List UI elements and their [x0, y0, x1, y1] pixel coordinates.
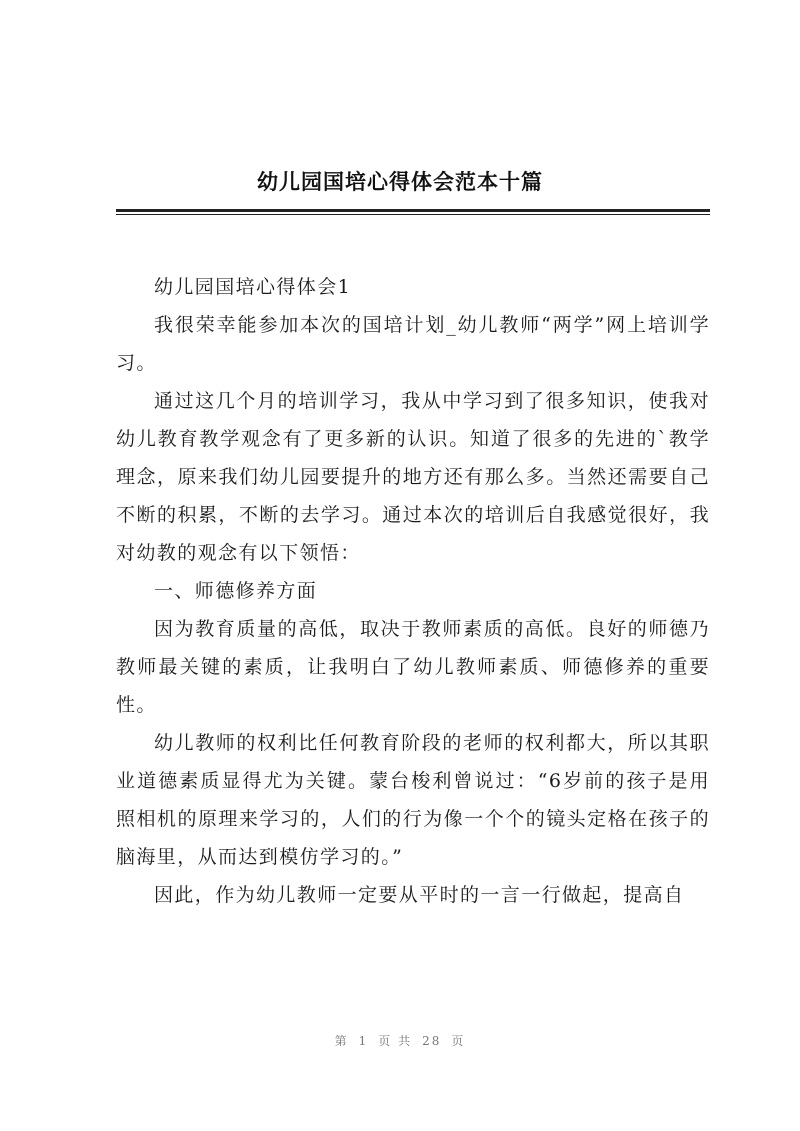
footer-middle: 页 共 — [378, 1034, 413, 1048]
title-rule-thin — [116, 214, 710, 215]
footer-page-number: 1 — [358, 1034, 369, 1048]
footer-suffix: 页 — [451, 1034, 466, 1048]
page-footer — [0, 1032, 800, 1049]
document-body — [116, 268, 710, 914]
paragraph: 通过这几个月的培训学习，我从中学习到了很多知识，使我对幼儿教育教学观念有了更多新的认识。知道了很多的先进的`教学理念，原来我们幼儿园要提升的地方还有那么多。当然还需要自己不断的积累，不断的去学习。通过本次的培训后自我感觉很好，我对幼教的观念有以下领悟： — [116, 390, 710, 564]
section-heading: 幼儿园国培心得体会1 — [154, 276, 352, 298]
paragraph: 幼儿教师的权利比任何教育阶段的老师的权利都大，所以其职业道德素质显得尤为关键。蒙台梭利曾说过：“6岁前的孩子是用照相机的原理来学习的，人们的行为像一个个的镜头定格在孩子的脑海里，从而达到模仿学习的。” — [116, 732, 710, 868]
footer-prefix: 第 — [334, 1034, 349, 1048]
paragraph: 因此，作为幼儿教师一定要从平时的一言一行做起，提高自 — [154, 884, 685, 906]
footer-total-pages: 28 — [422, 1034, 442, 1048]
title-rule-thick — [116, 209, 710, 212]
paragraph: 因为教育质量的高低，取决于教师素质的高低。良好的师德乃教师最关键的素质，让我明白了幼儿教师素质、师德修养的重要性。 — [116, 618, 710, 716]
subsection-heading: 一、师德修养方面 — [154, 580, 318, 602]
paragraph: 我很荣幸能参加本次的国培计划_幼儿教师“两学”网上培训学习。 — [116, 314, 710, 374]
document-title: 幼儿园国培心得体会范本十篇 — [257, 170, 543, 194]
